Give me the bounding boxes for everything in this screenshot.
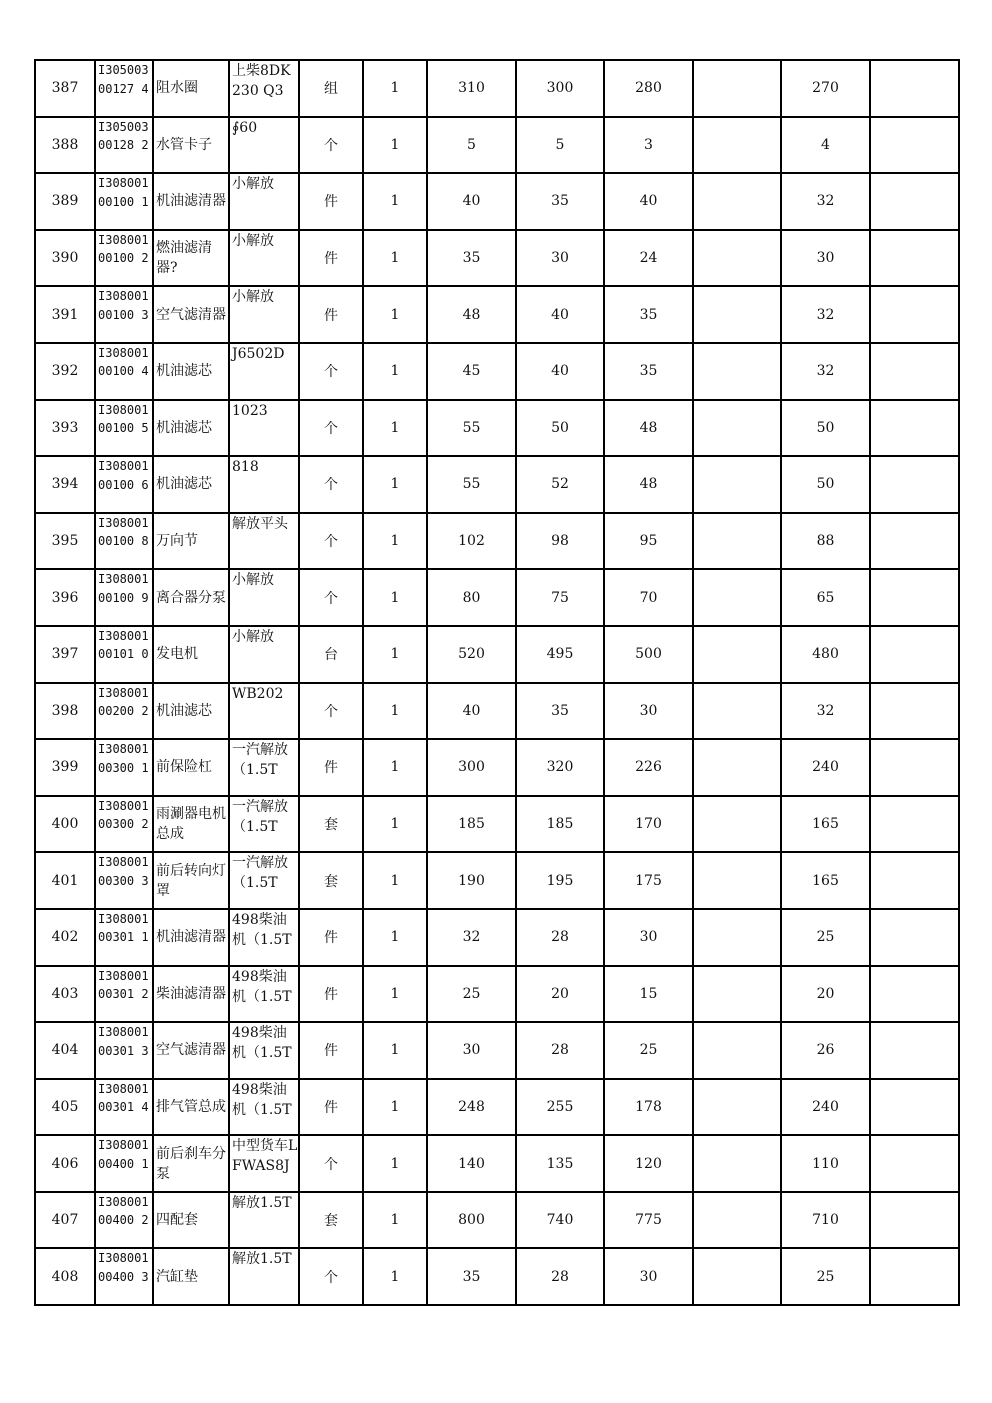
unit-cell: 件 [299, 1022, 363, 1079]
item-code-cell: I30800100301 4 [95, 1079, 153, 1136]
quantity-cell: 1 [363, 173, 427, 230]
item-name-cell: 前保险杠 [153, 739, 229, 796]
item-code-cell: I30800100300 1 [95, 739, 153, 796]
price-6-cell [870, 1192, 959, 1249]
row-number-cell: 401 [35, 852, 95, 909]
price-6-cell [870, 569, 959, 626]
price-6-cell [870, 343, 959, 400]
price-4-cell [693, 1079, 781, 1136]
price-1-cell: 248 [427, 1079, 516, 1136]
price-6-cell [870, 966, 959, 1023]
item-name-cell: 水管卡子 [153, 117, 229, 174]
spec-cell: 一汽解放（1.5T [229, 739, 299, 796]
spec-cell: 小解放 [229, 173, 299, 230]
price-6-cell [870, 400, 959, 457]
price-2-cell: 75 [516, 569, 604, 626]
item-code-cell: I30800100100 8 [95, 513, 153, 570]
price-2-cell: 35 [516, 173, 604, 230]
price-3-cell: 95 [604, 513, 693, 570]
price-5-cell: 32 [781, 343, 870, 400]
item-code-cell: I30800100100 2 [95, 230, 153, 287]
item-name-cell: 发电机 [153, 626, 229, 683]
price-6-cell [870, 230, 959, 287]
price-4-cell [693, 569, 781, 626]
item-name-cell: 机油滤清器 [153, 173, 229, 230]
item-code-cell: I30800100400 2 [95, 1192, 153, 1249]
price-3-cell: 25 [604, 1022, 693, 1079]
price-4-cell [693, 1135, 781, 1192]
price-5-cell: 88 [781, 513, 870, 570]
price-2-cell: 300 [516, 60, 604, 117]
price-4-cell [693, 683, 781, 740]
price-4-cell [693, 173, 781, 230]
quantity-cell: 1 [363, 739, 427, 796]
price-6-cell [870, 1135, 959, 1192]
item-code-cell: I30800100101 0 [95, 626, 153, 683]
quantity-cell: 1 [363, 456, 427, 513]
quantity-cell: 1 [363, 60, 427, 117]
table-row [35, 1079, 959, 1136]
unit-cell: 台 [299, 626, 363, 683]
quantity-cell: 1 [363, 796, 427, 853]
spec-cell: 498柴油机（1.5T [229, 1079, 299, 1136]
row-number-cell: 390 [35, 230, 95, 287]
item-code-cell: I30800100400 1 [95, 1135, 153, 1192]
row-number-cell: 387 [35, 60, 95, 117]
unit-cell: 个 [299, 1135, 363, 1192]
quantity-cell: 1 [363, 683, 427, 740]
price-6-cell [870, 117, 959, 174]
quantity-cell: 1 [363, 569, 427, 626]
unit-cell: 个 [299, 117, 363, 174]
item-code-cell: I30500300128 2 [95, 117, 153, 174]
price-3-cell: 30 [604, 683, 693, 740]
price-2-cell: 495 [516, 626, 604, 683]
price-5-cell: 50 [781, 456, 870, 513]
price-1-cell: 25 [427, 966, 516, 1023]
price-1-cell: 300 [427, 739, 516, 796]
item-name-cell: 前后刹车分泵 [153, 1135, 229, 1192]
price-3-cell: 775 [604, 1192, 693, 1249]
price-6-cell [870, 1248, 959, 1305]
row-number-cell: 396 [35, 569, 95, 626]
price-4-cell [693, 343, 781, 400]
spec-cell: 解放1.5T [229, 1192, 299, 1249]
row-number-cell: 402 [35, 909, 95, 966]
price-2-cell: 5 [516, 117, 604, 174]
price-1-cell: 45 [427, 343, 516, 400]
table-row [35, 456, 959, 513]
price-5-cell: 32 [781, 286, 870, 343]
table-row [35, 852, 959, 909]
item-name-cell: 万向节 [153, 513, 229, 570]
row-number-cell: 406 [35, 1135, 95, 1192]
table-row [35, 626, 959, 683]
price-3-cell: 120 [604, 1135, 693, 1192]
quantity-cell: 1 [363, 909, 427, 966]
price-2-cell: 135 [516, 1135, 604, 1192]
spec-cell: 解放平头 [229, 513, 299, 570]
price-2-cell: 28 [516, 909, 604, 966]
price-5-cell: 25 [781, 1248, 870, 1305]
price-3-cell: 500 [604, 626, 693, 683]
spec-cell: 1023 [229, 400, 299, 457]
price-1-cell: 520 [427, 626, 516, 683]
unit-cell: 个 [299, 343, 363, 400]
price-4-cell [693, 852, 781, 909]
price-4-cell [693, 1192, 781, 1249]
quantity-cell: 1 [363, 626, 427, 683]
item-name-cell: 阻水圈 [153, 60, 229, 117]
price-6-cell [870, 852, 959, 909]
price-1-cell: 40 [427, 173, 516, 230]
item-code-cell: I30800100100 9 [95, 569, 153, 626]
quantity-cell: 1 [363, 1192, 427, 1249]
row-number-cell: 397 [35, 626, 95, 683]
price-5-cell: 270 [781, 60, 870, 117]
price-6-cell [870, 796, 959, 853]
spec-cell: 小解放 [229, 230, 299, 287]
quantity-cell: 1 [363, 513, 427, 570]
unit-cell: 个 [299, 456, 363, 513]
price-5-cell: 110 [781, 1135, 870, 1192]
quantity-cell: 1 [363, 1135, 427, 1192]
table-row [35, 909, 959, 966]
unit-cell: 组 [299, 60, 363, 117]
quantity-cell: 1 [363, 117, 427, 174]
price-1-cell: 102 [427, 513, 516, 570]
price-1-cell: 80 [427, 569, 516, 626]
price-4-cell [693, 739, 781, 796]
price-4-cell [693, 456, 781, 513]
table-row [35, 1135, 959, 1192]
unit-cell: 件 [299, 1079, 363, 1136]
spec-cell: 818 [229, 456, 299, 513]
price-3-cell: 35 [604, 343, 693, 400]
price-5-cell: 65 [781, 569, 870, 626]
unit-cell: 件 [299, 739, 363, 796]
spec-cell: 一汽解放（1.5T [229, 852, 299, 909]
item-name-cell: 排气管总成 [153, 1079, 229, 1136]
price-5-cell: 165 [781, 852, 870, 909]
price-6-cell [870, 683, 959, 740]
price-6-cell [870, 173, 959, 230]
price-1-cell: 55 [427, 456, 516, 513]
item-code-cell: I30500300127 4 [95, 60, 153, 117]
row-number-cell: 400 [35, 796, 95, 853]
item-code-cell: I30800100300 2 [95, 796, 153, 853]
price-1-cell: 310 [427, 60, 516, 117]
row-number-cell: 405 [35, 1079, 95, 1136]
price-2-cell: 28 [516, 1022, 604, 1079]
quantity-cell: 1 [363, 966, 427, 1023]
price-3-cell: 15 [604, 966, 693, 1023]
price-4-cell [693, 966, 781, 1023]
unit-cell: 件 [299, 230, 363, 287]
spec-cell: 上柴8DK230 Q3 [229, 60, 299, 117]
unit-cell: 件 [299, 286, 363, 343]
unit-cell: 套 [299, 796, 363, 853]
spec-cell: 一汽解放（1.5T [229, 796, 299, 853]
parts-price-table [34, 59, 960, 1306]
table-row [35, 1248, 959, 1305]
item-name-cell: 离合器分泵 [153, 569, 229, 626]
price-5-cell: 25 [781, 909, 870, 966]
unit-cell: 件 [299, 173, 363, 230]
price-1-cell: 140 [427, 1135, 516, 1192]
price-5-cell: 240 [781, 1079, 870, 1136]
price-4-cell [693, 60, 781, 117]
price-5-cell: 4 [781, 117, 870, 174]
quantity-cell: 1 [363, 286, 427, 343]
price-1-cell: 35 [427, 230, 516, 287]
price-5-cell: 30 [781, 230, 870, 287]
price-1-cell: 5 [427, 117, 516, 174]
price-3-cell: 30 [604, 1248, 693, 1305]
price-2-cell: 35 [516, 683, 604, 740]
row-number-cell: 404 [35, 1022, 95, 1079]
price-2-cell: 40 [516, 286, 604, 343]
price-6-cell [870, 513, 959, 570]
price-3-cell: 70 [604, 569, 693, 626]
spec-cell: 小解放 [229, 286, 299, 343]
price-4-cell [693, 117, 781, 174]
price-3-cell: 24 [604, 230, 693, 287]
table-row [35, 513, 959, 570]
price-6-cell [870, 739, 959, 796]
price-6-cell [870, 626, 959, 683]
price-4-cell [693, 513, 781, 570]
price-5-cell: 50 [781, 400, 870, 457]
item-code-cell: I30800100100 1 [95, 173, 153, 230]
unit-cell: 个 [299, 400, 363, 457]
item-name-cell: 空气滤清器 [153, 1022, 229, 1079]
price-sheet [34, 59, 960, 1306]
item-name-cell: 机油滤芯 [153, 400, 229, 457]
item-code-cell: I30800100301 3 [95, 1022, 153, 1079]
spec-cell: 中型货车LFWAS8J [229, 1135, 299, 1192]
price-4-cell [693, 400, 781, 457]
price-6-cell [870, 1079, 959, 1136]
item-name-cell: 机油滤芯 [153, 456, 229, 513]
price-1-cell: 32 [427, 909, 516, 966]
spec-cell: 解放1.5T [229, 1248, 299, 1305]
quantity-cell: 1 [363, 852, 427, 909]
price-3-cell: 30 [604, 909, 693, 966]
spec-cell: ∮60 [229, 117, 299, 174]
table-row [35, 796, 959, 853]
unit-cell: 个 [299, 513, 363, 570]
price-2-cell: 98 [516, 513, 604, 570]
row-number-cell: 393 [35, 400, 95, 457]
price-4-cell [693, 626, 781, 683]
row-number-cell: 392 [35, 343, 95, 400]
row-number-cell: 408 [35, 1248, 95, 1305]
price-2-cell: 30 [516, 230, 604, 287]
item-name-cell: 燃油滤清器? [153, 230, 229, 287]
item-code-cell: I30800100100 4 [95, 343, 153, 400]
price-4-cell [693, 909, 781, 966]
item-code-cell: I30800100300 3 [95, 852, 153, 909]
price-4-cell [693, 1022, 781, 1079]
item-code-cell: I30800100301 2 [95, 966, 153, 1023]
item-code-cell: I30800100301 1 [95, 909, 153, 966]
price-2-cell: 320 [516, 739, 604, 796]
price-6-cell [870, 286, 959, 343]
table-row [35, 683, 959, 740]
price-6-cell [870, 456, 959, 513]
spec-cell: WB202 [229, 683, 299, 740]
unit-cell: 套 [299, 852, 363, 909]
spec-cell: J6502D [229, 343, 299, 400]
price-5-cell: 240 [781, 739, 870, 796]
row-number-cell: 394 [35, 456, 95, 513]
price-1-cell: 35 [427, 1248, 516, 1305]
quantity-cell: 1 [363, 1079, 427, 1136]
item-code-cell: I30800100100 6 [95, 456, 153, 513]
row-number-cell: 407 [35, 1192, 95, 1249]
price-4-cell [693, 230, 781, 287]
price-2-cell: 20 [516, 966, 604, 1023]
row-number-cell: 395 [35, 513, 95, 570]
row-number-cell: 403 [35, 966, 95, 1023]
quantity-cell: 1 [363, 1248, 427, 1305]
item-name-cell: 机油滤芯 [153, 343, 229, 400]
item-name-cell: 空气滤清器 [153, 286, 229, 343]
spec-cell: 小解放 [229, 569, 299, 626]
unit-cell: 件 [299, 909, 363, 966]
spec-cell: 498柴油机（1.5T [229, 966, 299, 1023]
price-3-cell: 226 [604, 739, 693, 796]
price-3-cell: 35 [604, 286, 693, 343]
price-4-cell [693, 286, 781, 343]
row-number-cell: 388 [35, 117, 95, 174]
price-3-cell: 170 [604, 796, 693, 853]
item-code-cell: I30800100400 3 [95, 1248, 153, 1305]
spec-cell: 小解放 [229, 626, 299, 683]
row-number-cell: 399 [35, 739, 95, 796]
price-3-cell: 280 [604, 60, 693, 117]
price-2-cell: 40 [516, 343, 604, 400]
price-6-cell [870, 60, 959, 117]
quantity-cell: 1 [363, 1022, 427, 1079]
item-name-cell: 汽缸垫 [153, 1248, 229, 1305]
price-4-cell [693, 796, 781, 853]
price-2-cell: 28 [516, 1248, 604, 1305]
table-row [35, 117, 959, 174]
spec-cell: 498柴油机（1.5T [229, 1022, 299, 1079]
table-body [35, 60, 959, 1305]
price-3-cell: 175 [604, 852, 693, 909]
table-row [35, 343, 959, 400]
price-5-cell: 20 [781, 966, 870, 1023]
spec-cell: 498柴油机（1.5T [229, 909, 299, 966]
item-name-cell: 前后转向灯罩 [153, 852, 229, 909]
table-row [35, 966, 959, 1023]
table-row [35, 230, 959, 287]
item-name-cell: 柴油滤清器 [153, 966, 229, 1023]
table-row [35, 1022, 959, 1079]
item-code-cell: I30800100100 3 [95, 286, 153, 343]
row-number-cell: 389 [35, 173, 95, 230]
price-2-cell: 255 [516, 1079, 604, 1136]
price-1-cell: 40 [427, 683, 516, 740]
price-1-cell: 190 [427, 852, 516, 909]
price-5-cell: 32 [781, 173, 870, 230]
table-row [35, 1192, 959, 1249]
item-name-cell: 雨涮器电机总成 [153, 796, 229, 853]
item-name-cell: 机油滤清器 [153, 909, 229, 966]
price-3-cell: 40 [604, 173, 693, 230]
item-code-cell: I30800100100 5 [95, 400, 153, 457]
unit-cell: 个 [299, 569, 363, 626]
price-5-cell: 710 [781, 1192, 870, 1249]
price-3-cell: 3 [604, 117, 693, 174]
item-code-cell: I30800100200 2 [95, 683, 153, 740]
price-1-cell: 48 [427, 286, 516, 343]
unit-cell: 个 [299, 683, 363, 740]
price-2-cell: 185 [516, 796, 604, 853]
price-2-cell: 740 [516, 1192, 604, 1249]
price-5-cell: 26 [781, 1022, 870, 1079]
item-name-cell: 机油滤芯 [153, 683, 229, 740]
unit-cell: 个 [299, 1248, 363, 1305]
table-row [35, 739, 959, 796]
price-6-cell [870, 909, 959, 966]
item-name-cell: 四配套 [153, 1192, 229, 1249]
price-1-cell: 30 [427, 1022, 516, 1079]
table-row [35, 60, 959, 117]
price-5-cell: 32 [781, 683, 870, 740]
price-5-cell: 165 [781, 796, 870, 853]
price-1-cell: 185 [427, 796, 516, 853]
table-row [35, 173, 959, 230]
price-3-cell: 48 [604, 400, 693, 457]
table-row [35, 569, 959, 626]
quantity-cell: 1 [363, 343, 427, 400]
row-number-cell: 391 [35, 286, 95, 343]
price-1-cell: 800 [427, 1192, 516, 1249]
price-6-cell [870, 1022, 959, 1079]
price-5-cell: 480 [781, 626, 870, 683]
table-row [35, 400, 959, 457]
price-2-cell: 50 [516, 400, 604, 457]
unit-cell: 件 [299, 966, 363, 1023]
quantity-cell: 1 [363, 400, 427, 457]
price-2-cell: 52 [516, 456, 604, 513]
unit-cell: 套 [299, 1192, 363, 1249]
row-number-cell: 398 [35, 683, 95, 740]
price-4-cell [693, 1248, 781, 1305]
price-2-cell: 195 [516, 852, 604, 909]
price-1-cell: 55 [427, 400, 516, 457]
price-3-cell: 48 [604, 456, 693, 513]
quantity-cell: 1 [363, 230, 427, 287]
price-3-cell: 178 [604, 1079, 693, 1136]
table-row [35, 286, 959, 343]
